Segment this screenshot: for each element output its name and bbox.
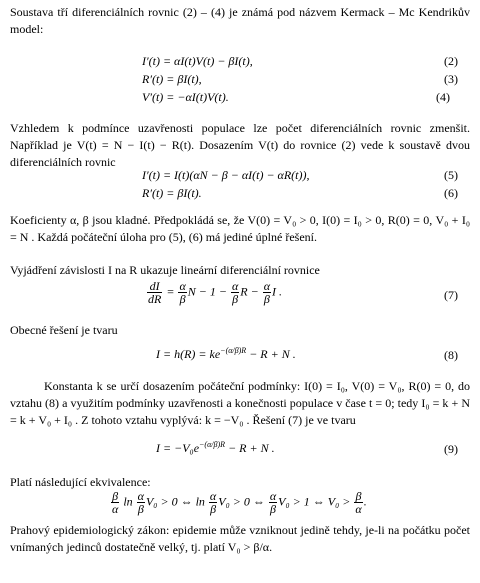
paragraph-reduction: Vzhledem k podmínce uzavřenosti populace lze počet diferenciálních rovnic zmenšit. Například je V(t) = N − I(t) − R(t). Dosazením V(t) do rovnice (2) vede k soustavě dvou diferenciálních rovnic (10, 121, 470, 169)
paragraph-intro: Soustava tří diferenciálních rovnic (2) – (4) je známá pod názvem Kermack – Mc Kendrikův model: (10, 5, 470, 36)
equation-2: I′(t) = αI(t)V(t) − βI(t), (142, 54, 253, 68)
equation-9: $I = -V_0e^{-(\alpha/\beta)R} - R + N$ . (156, 440, 275, 455)
paragraph-coefficients: Koeficienty α, β jsou kladné. Předpokládá se, že V(0) = V₀ > 0, I(0) = I₀ > 0, R(0) = 0, V₀ + I₀ = N . Každá počáteční úloha pro (5), (6) má jediné úplné řešení. (10, 213, 470, 244)
equation-7: $\frac{dI}{dR}$ = $\frac{\alpha}{\beta}$ N − 1 − $\frac{\alpha}{\beta}$ R − $\frac{\alpha}{\beta}$ I . (148, 279, 283, 306)
equation-number-3: (3) (444, 72, 458, 86)
equation-number-4: (4) (436, 90, 450, 104)
paragraph-equivalence: Platí následující ekvivalence: (10, 475, 151, 489)
equation-number-9: (9) (444, 442, 458, 456)
paragraph-constant: Konstanta k se určí dosazením počáteční podmínky: I(0) = I₀, V(0) = V₀, R(0) = 0, do vztahu (8) a využitím podmínky uzavřenosti a konečnosti populace v čase t = 0; tedy I₀ = k + N = k + V₀ + I₀ . Z tohoto vztahu vyplývá: k = −V₀ . Řešení (7) je ve tvaru (10, 379, 470, 427)
equation-number-2: (2) (444, 54, 458, 68)
equation-number-8: (8) (444, 348, 458, 362)
equation-4: V′(t) = −αI(t)V(t). (142, 90, 229, 104)
equation-6: R′(t) = βI(t). (142, 186, 202, 200)
equation-number-5: (5) (444, 168, 458, 182)
fraction-alpha-beta-2: $\frac{\alpha}{\beta}$ (231, 279, 239, 306)
equivalence-chain: $\frac{\beta}{\alpha}$ ln $\frac{\alpha}{\beta}$ V₀ > 0 ⇔ ln $\frac{\alpha}{\beta}$ V₀ > 0 ⇔ $\frac{\alpha}{\beta}$ V₀ > 1 ⇔ V₀ > $\frac{\beta}{\alpha}$ . (112, 489, 367, 516)
fraction-alpha-beta-3: $\frac{\alpha}{\beta}$ (263, 279, 271, 306)
fraction-alpha-beta-1: $\frac{\alpha}{\beta}$ (179, 279, 186, 306)
paragraph-dependency: Vyjádření závislosti I na R ukazuje lineární diferenciální rovnice (10, 263, 320, 277)
equation-3: R′(t) = βI(t), (142, 72, 202, 86)
equation-number-7: (7) (444, 288, 458, 302)
fraction-dI-dR: $\frac{dI}{dR}$ (148, 279, 162, 306)
paragraph-general-solution: Obecné řešení je tvaru (10, 323, 118, 337)
equation-8: $I = h(R) = ke^{-(\alpha/\beta)R} - R + N$ . (156, 346, 296, 361)
paragraph-threshold-law: Prahový epidemiologický zákon: epidemie může vzniknout jedině tehdy, je-li na počátku počet vnímaných jedinců dostatečně velký, tj. platí V₀ > β/α. (10, 523, 470, 554)
equation-5: I′(t) = I(t)(αN − β − αI(t) − αR(t)), (142, 168, 310, 182)
equation-number-6: (6) (444, 186, 458, 200)
